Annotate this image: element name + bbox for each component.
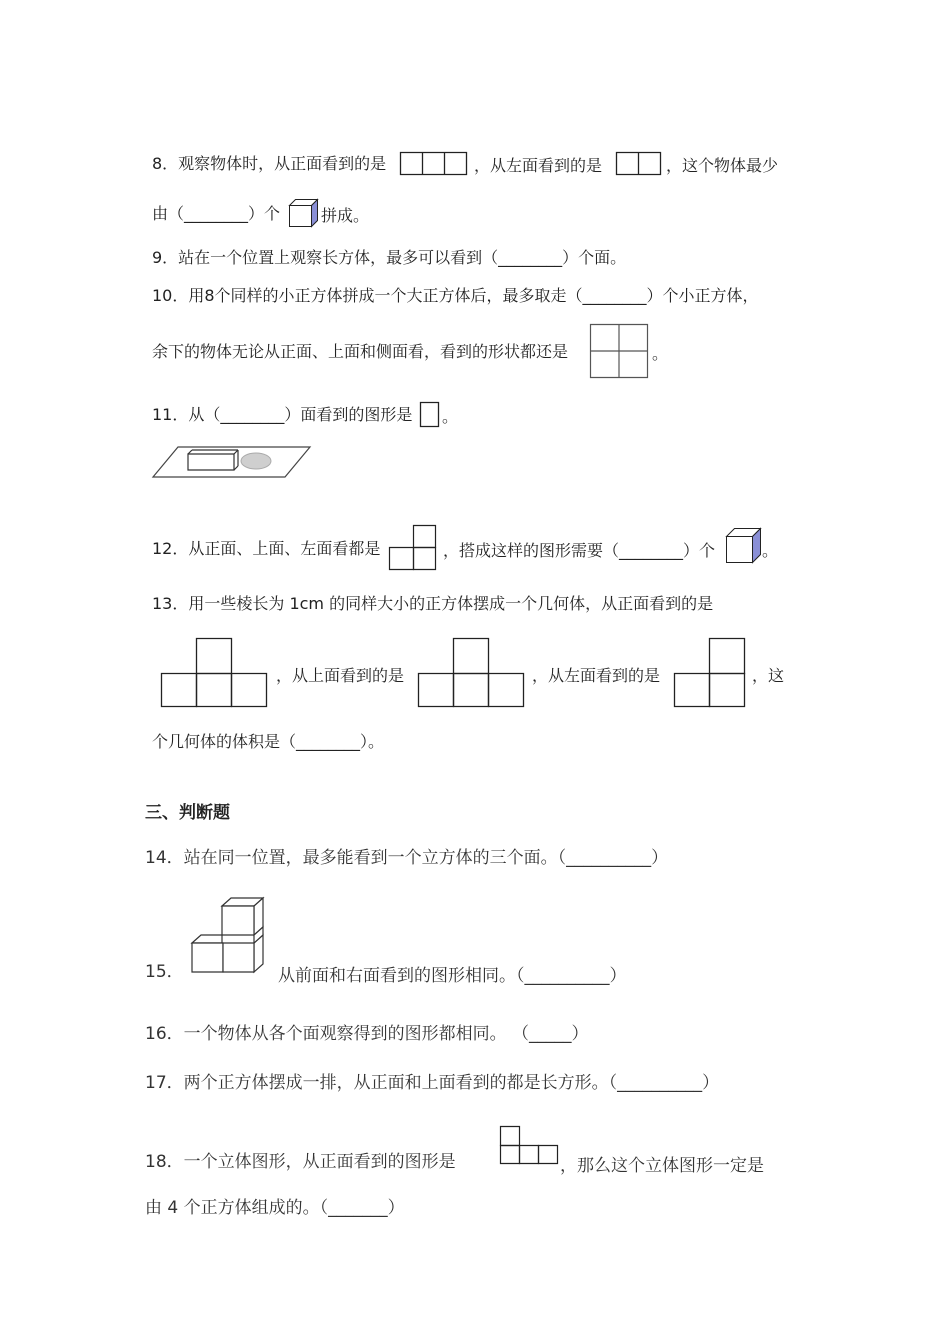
q18-text-b: ，那么这个立体图形一定是 — [560, 1156, 764, 1176]
q10-square-grid-figure — [590, 324, 650, 380]
q13-text-a: 13．用一些棱长为 1cm 的同样大小的正方体摆成一个几何体，从正面看到的是 — [152, 594, 714, 613]
q8-text-c: ，这个物体最少 — [666, 156, 779, 175]
q8-text-a: 8．观察物体时，从正面看到的是 — [152, 154, 387, 173]
q11-objects-on-plane-illustration — [152, 446, 312, 480]
q10-text-c: 。 — [652, 344, 669, 363]
q12-cube-icon — [726, 528, 762, 564]
q11-text-a: 11．从（________）面看到的图形是 — [152, 405, 413, 424]
q18-front-view-figure — [500, 1126, 560, 1166]
q8-text-b: ，从左面看到的是 — [474, 156, 603, 175]
q15-stacked-cubes-illustration — [191, 897, 277, 975]
q9-text: 9．站在一个位置上观察长方体，最多可以看到（________）个面。 — [152, 248, 627, 267]
q11-text-b: 。 — [442, 407, 459, 426]
q8-cube-icon — [289, 199, 319, 227]
q8-front-view-figure — [400, 152, 468, 176]
q13-top-view-figure — [418, 638, 526, 708]
q10-text-a: 10．用8个同样的小正方体拼成一个大正方体后，最多取走（________）个小正方体， — [152, 286, 759, 305]
q8-text-d: 由（________）个 — [152, 204, 281, 223]
q18-text-a: 18．一个立体图形，从正面看到的图形是 — [145, 1152, 456, 1172]
q13-text-d: ，这 — [752, 666, 785, 685]
q14-text: 14．站在同一位置，最多能看到一个立方体的三个面。（__________） — [145, 848, 669, 868]
q8-left-view-figure — [616, 152, 662, 176]
q18-text-c: 由 4 个正方体组成的。（_______） — [145, 1198, 405, 1218]
q13-left-view-figure — [674, 638, 748, 708]
q13-text-b: ，从上面看到的是 — [276, 666, 405, 685]
q13-text-c: ，从左面看到的是 — [532, 666, 661, 685]
q8-text-e: 拼成。 — [321, 206, 370, 225]
q11-rectangle-figure — [420, 402, 440, 428]
q12-view-figure — [389, 525, 439, 571]
q15-number: 15． — [145, 962, 184, 982]
q13-text-e: 个几何体的体积是（________）。 — [152, 732, 385, 751]
q12-text-b: ，搭成这样的图形需要（________）个 — [443, 541, 716, 560]
q12-text-c: 。 — [762, 541, 779, 560]
q17-text: 17．两个正方体摆成一排，从正面和上面看到的都是长方形。（__________） — [145, 1073, 720, 1093]
q13-front-view-figure — [161, 638, 269, 708]
q16-text: 16．一个物体从各个面观察得到的图形都相同。 （_____） — [145, 1024, 589, 1044]
q10-text-b: 余下的物体无论从正面、上面和侧面看，看到的形状都还是 — [152, 342, 569, 361]
q15-text: 从前面和右面看到的图形相同。（__________） — [278, 966, 627, 986]
section-title-judgement: 三、判断题 — [145, 803, 230, 823]
q12-text-a: 12．从正面、上面、左面看都是 — [152, 539, 381, 558]
